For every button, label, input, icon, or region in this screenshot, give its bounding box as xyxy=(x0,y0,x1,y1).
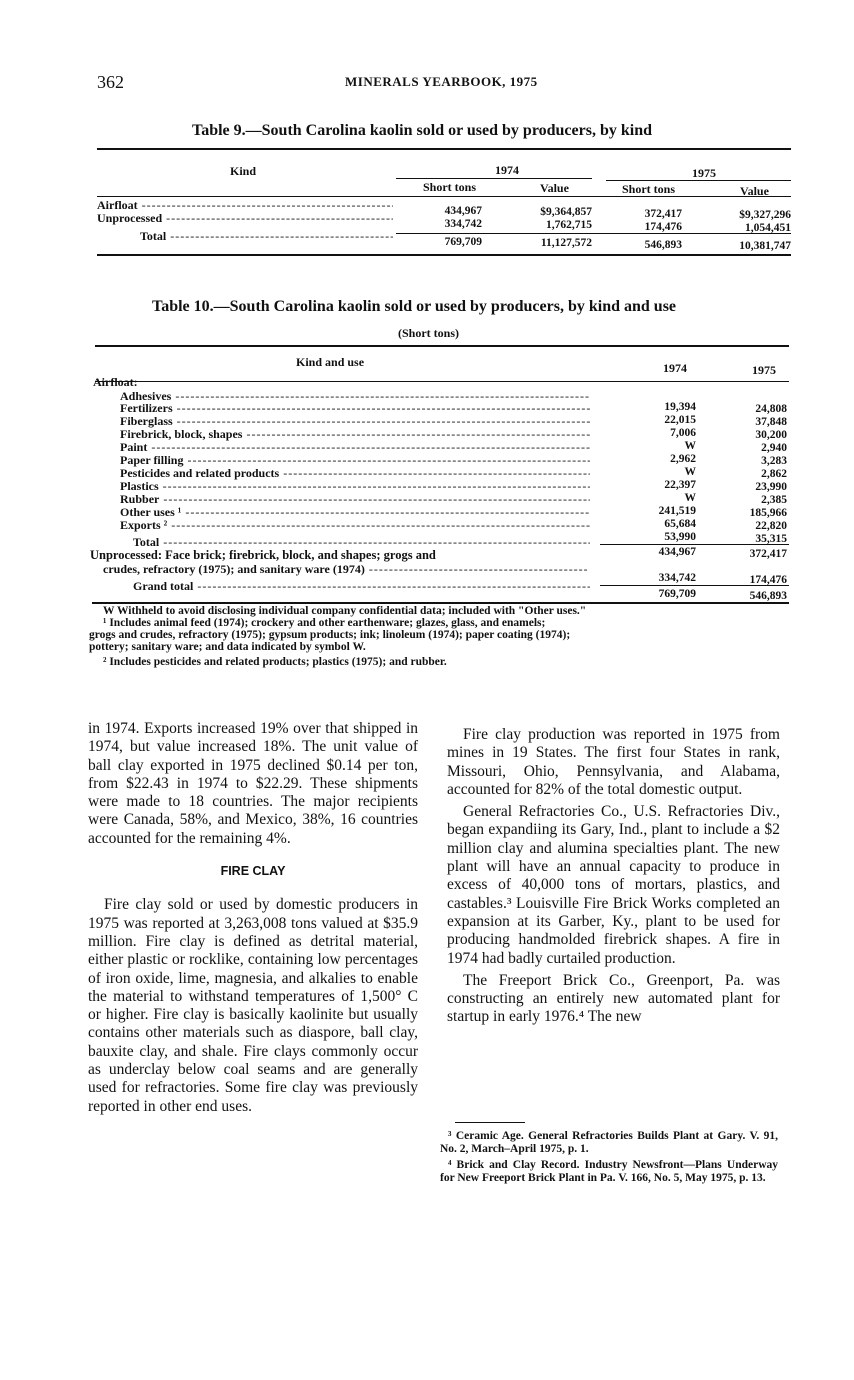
table10-unprocessed-line2: crudes, refractory (1975); and sanitary ware (1974) ----- xyxy=(103,562,587,577)
table10-unprocessed-1975: 174,476 xyxy=(749,574,787,586)
table10-bottom-rule xyxy=(92,602,789,604)
table10-cell: 53,990 xyxy=(664,531,696,543)
table9-col-kind: Kind xyxy=(230,164,257,178)
table9-cell: 372,417 xyxy=(644,208,682,220)
right-para-2: General Refractories Co., U.S. Refractories Div., began expandiing its Gary, Ind., plant to include a $2 million clay and alumina specialties plant. The new plant will have an annual capacity to produce in excess of 40,000 tons of mortars, plastics, and castables.³ Louisville Fire Brick Works completed an expansion at its Garber, Ky., plant to be used for producing handmolded firebrick shapes. A fire in 1974 had badly curtailed production. xyxy=(447,803,780,967)
table9-caption: Table 9.—South Carolina kaolin sold or used by producers, by kind xyxy=(192,122,652,139)
running-title: MINERALS YEARBOOK, 1975 xyxy=(345,74,538,89)
table10-footnote: pottery; sanitary ware; and data indicated by symbol W. xyxy=(89,641,366,653)
section-heading-fire-clay: FIRE CLAY xyxy=(220,864,286,879)
right-para-3: The Freeport Brick Co., Greenport, Pa. was constructing an entirely new automated plant for startup in early 1976.⁴ The new xyxy=(447,971,780,1026)
table10-header-rule xyxy=(95,381,789,382)
table9-cell: $9,327,296 xyxy=(739,209,791,221)
left-para-2: Fire clay sold or used by domestic producers in 1975 was reported at 3,263,008 tons valued at $35.9 million. Fire clay is defined as detrital material, either plastic or rocklike, containing low percentages of iron oxide, lime, magnesia, and alkalies to enable the material to withstand temperatures of 1,500° C or higher. Fire clay is basically kaolinite but usually contains other materials such as diaspore, ball clay, bauxite clay, and shale. Fire clays commonly occur as underclay below coal seams and are generally used for refractories. Some fire clay was previously reported in other end uses. xyxy=(88,896,418,1115)
table9-cell: 769,709 xyxy=(444,236,482,248)
table9-cell: 434,967 xyxy=(444,205,482,217)
table10-cell: W xyxy=(684,466,696,478)
table10-top-rule xyxy=(95,345,789,347)
right-column xyxy=(447,726,780,1031)
table9-cell: 1,054,451 xyxy=(745,222,791,234)
table9-cell: 10,381,747 xyxy=(739,240,791,252)
table10-cell: 185,966 xyxy=(749,507,787,519)
left-para-1: in 1974. Exports increased 19% over that shipped in 1974, but value increased 18%. The unit value of ball clay exported in 1975 declined $0.14 per ton, from $22.43 in 1974 to $22.29. These shipments were made to 18 countries. The major recipients were Canada, 58%, and Mexico, 38%, 16 countries accounted for the remaining 4%. xyxy=(88,720,418,847)
table10-col-kind: Kind and use xyxy=(296,355,365,369)
table10-cell: 2,962 xyxy=(670,453,696,465)
table9-cell: 334,742 xyxy=(444,218,482,230)
table10-footnote: grogs and crudes, refractory (1975); gypsum products; ink; linoleum (1974); paper coating (1974); xyxy=(89,629,571,641)
page-number: 362 xyxy=(97,72,124,92)
table10-cell: 23,990 xyxy=(755,481,787,493)
table10-row-label: Exports ² ----- xyxy=(120,518,590,533)
table10-row-label: Firebrick, block, shapes ----- xyxy=(120,427,590,442)
footnote-4: ⁴ Brick and Clay Record. Industry Newsfront—Plans Underway for New Freeport Brick Plant in Pa. V. 166, No. 5, May 1975, p. 13. xyxy=(440,1159,778,1184)
table10-subcaption: (Short tons) xyxy=(398,326,460,340)
right-para-1: Fire clay production was reported in 1975 from mines in 19 States. The first four States in rank, Missouri, Ohio, Pennsylvania, and Alabama, accounted for 82% of the total domestic output. xyxy=(447,726,780,798)
table9-cell: 11,127,572 xyxy=(540,237,592,249)
table10-row-label: Fertilizers ----- xyxy=(120,401,590,416)
table9-spanner-rule-1974 xyxy=(396,178,592,179)
table10-grand-total-1975: 546,893 xyxy=(749,590,787,602)
table9-cell: 1,762,715 xyxy=(546,219,592,231)
table10-cell: 37,848 xyxy=(755,416,787,428)
table10-row-label: Pesticides and related products ----- xyxy=(120,466,590,481)
table10-cell: 65,684 xyxy=(664,518,696,530)
table10-year-1974: 1974 xyxy=(663,361,687,375)
table10-cell: 30,200 xyxy=(755,429,787,441)
table10-year-1975: 1975 xyxy=(752,363,776,377)
table10-grand-total-1974: 769,709 xyxy=(658,588,696,600)
table9-subtotal-rule xyxy=(396,233,791,234)
table10-unprocessed-line1: Unprocessed: Face brick; firebrick, block, and shapes; grogs and xyxy=(90,548,436,562)
table10-row-label: Adhesives ----- xyxy=(120,389,590,404)
table10-unprocessed-1974: 334,742 xyxy=(658,572,696,584)
table10-footnote: W Withheld to avoid disclosing individual company confidential data; included with "Other uses." xyxy=(103,605,587,617)
table9-year-1974: 1974 xyxy=(495,163,519,177)
table10-total-1975: 372,417 xyxy=(749,548,787,560)
table10-cell: W xyxy=(684,440,696,452)
table9-row-label: Airfloat ----- xyxy=(97,198,393,213)
table10-cell: 2,940 xyxy=(761,442,787,454)
table9-cell: 546,893 xyxy=(644,239,682,251)
left-column xyxy=(88,720,418,1120)
table9-row-label: Unprocessed ----- xyxy=(97,211,393,226)
table10-cell: 241,519 xyxy=(658,505,696,517)
table10-footnote: ¹ Includes animal feed (1974); crockery and other earthenware; glazes, glass, and enamels; xyxy=(103,617,546,629)
table10-row-label: Other uses ¹ ----- xyxy=(120,505,590,520)
table9-sub-short-tons-1975: Short tons xyxy=(622,182,676,196)
table9-cell: $9,364,857 xyxy=(540,206,592,218)
table9-top-rule xyxy=(97,148,791,150)
table9-spanner-rule-1975 xyxy=(606,180,791,181)
table9-sub-value-1974: Value xyxy=(540,181,569,195)
table10-cell: 7,006 xyxy=(670,427,696,439)
table9-year-1975: 1975 xyxy=(692,166,716,180)
table10-cell: 22,015 xyxy=(664,414,696,426)
table10-row-label: Plastics ----- xyxy=(120,479,590,494)
table10-cell: 2,862 xyxy=(761,468,787,480)
table10-cell: 22,820 xyxy=(755,520,787,532)
table10-cell: 22,397 xyxy=(664,479,696,491)
table10-footnote: ² Includes pesticides and related products; plastics (1975); and rubber. xyxy=(103,656,447,668)
table9-sub-value-1975: Value xyxy=(740,184,769,198)
table10-row-label: Paper filling ----- xyxy=(120,453,590,468)
table10-total-rule xyxy=(600,544,789,545)
table10-grand-total-label: Grand total ----- xyxy=(133,579,590,594)
table9-sub-short-tons-1974: Short tons xyxy=(423,180,477,194)
table10-cell: 24,808 xyxy=(755,403,787,415)
table10-row-label: Paint ----- xyxy=(120,440,590,455)
table10-group-airfloat: Airfloat: xyxy=(93,375,138,389)
table10-total-label: Total ----- xyxy=(133,535,590,550)
table10-grand-rule xyxy=(600,585,789,586)
footnote-3: ³ Ceramic Age. General Refractories Builds Plant at Gary. V. 91, No. 2, March–April 1975, p. 1. xyxy=(440,1130,778,1155)
footnote-separator xyxy=(455,1122,525,1123)
table10-caption: Table 10.—South Carolina kaolin sold or used by producers, by kind and use xyxy=(152,298,677,315)
table10-cell: 35,315 xyxy=(755,533,787,545)
table10-cell: 19,394 xyxy=(664,401,696,413)
table9-header-rule xyxy=(97,196,791,197)
table10-total-1974: 434,967 xyxy=(658,546,696,558)
right-footnotes xyxy=(440,1130,778,1184)
table10-cell: W xyxy=(684,492,696,504)
table10-cell: 3,283 xyxy=(761,455,787,467)
table9-cell: 174,476 xyxy=(644,221,682,233)
table9-bottom-rule xyxy=(97,254,791,256)
table10-row-label: Fiberglass ----- xyxy=(120,414,590,429)
table10-row-label: Rubber ----- xyxy=(120,492,590,507)
table10-cell: 2,385 xyxy=(761,494,787,506)
table9-row-label: Total ----- xyxy=(140,229,393,244)
